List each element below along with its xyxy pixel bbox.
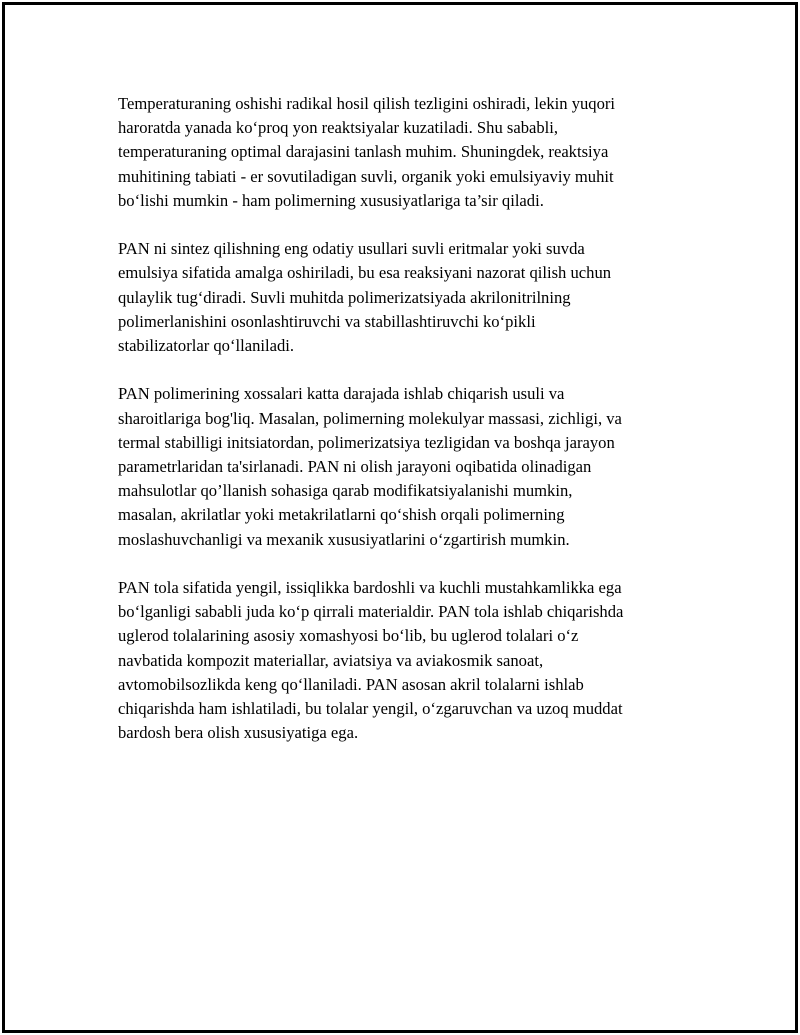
text-line: moslashuvchanligi va mexanik xususiyatlarini o‘zgartirish mumkin. — [118, 529, 570, 549]
text-line: mahsulotlar qo’llanish sohasiga qarab modifikatsiyalanishi mumkin, — [118, 481, 573, 501]
document-body — [118, 92, 698, 770]
text-line: muhitining tabiati - er sovutiladigan suvli, organik yoki emulsiyaviy muhit — [118, 166, 614, 186]
text-line: termal stabilligi initsiatordan, polimerizatsiya tezligidan va boshqa jarayon — [118, 432, 615, 452]
text-line: PAN ni sintez qilishning eng odatiy usullari suvli eritmalar yoki suvda — [118, 239, 585, 259]
text-line: stabilizatorlar qo‘llaniladi. — [118, 336, 295, 356]
text-line: bo‘lishi mumkin - ham polimerning xususiyatlariga ta’sir qiladi. — [118, 190, 544, 210]
text-line: sharoitlariga bog'liq. Masalan, polimerning molekulyar massasi, zichligi, va — [118, 408, 622, 428]
text-line: emulsiya sifatida amalga oshiriladi, bu esa reaksiyani nazorat qilish uchun — [118, 263, 612, 283]
text-line: avtomobilsozlikda keng qo‘llaniladi. PAN asosan akril tolalarni ishlab — [118, 674, 584, 694]
text-line: navbatida kompozit materiallar, aviatsiya va aviakosmik sanoat, — [118, 650, 544, 670]
paragraph-1 — [118, 92, 698, 213]
paragraph-3 — [118, 382, 698, 551]
paragraph-4 — [118, 576, 698, 745]
text-line: qulaylik tug‘diradi. Suvli muhitda polimerizatsiyada akrilonitrilning — [118, 287, 571, 307]
text-line: uglerod tolalarining asosiy xomashyosi bo‘lib, bu uglerod tolalari o‘z — [118, 626, 579, 646]
text-line: PAN polimerining xossalari katta darajada ishlab chiqarish usuli va — [118, 384, 565, 404]
text-line: temperaturaning optimal darajasini tanlash muhim. Shuningdek, reaktsiya — [118, 142, 609, 162]
text-line: parametrlaridan ta'sirlanadi. PAN ni olish jarayoni oqibatida olinadigan — [118, 457, 592, 477]
paragraph-2 — [118, 237, 698, 358]
text-line: masalan, akrilatlar yoki metakrilatlarni qo‘shish orqali polimerning — [118, 505, 565, 525]
text-line: PAN tola sifatida yengil, issiqlikka bardoshli va kuchli mustahkamlikka ega — [118, 578, 622, 598]
text-line: bo‘lganligi sababli juda ko‘p qirrali materialdir. PAN tola ishlab chiqarishda — [118, 602, 624, 622]
text-line: chiqarishda ham ishlatiladi, bu tolalar yengil, o‘zgaruvchan va uzoq muddat — [118, 699, 623, 719]
text-line: Temperaturaning oshishi radikal hosil qilish tezligini oshiradi, lekin yuqori — [118, 94, 616, 113]
text-line: polimerlanishini osonlashtiruvchi va stabillashtiruvchi ko‘pikli — [118, 311, 536, 331]
text-line: haroratda yanada ko‘proq yon reaktsiyalar kuzatiladi. Shu sababli, — [118, 118, 559, 138]
text-line: bardosh bera olish xususiyatiga ega. — [118, 723, 359, 743]
